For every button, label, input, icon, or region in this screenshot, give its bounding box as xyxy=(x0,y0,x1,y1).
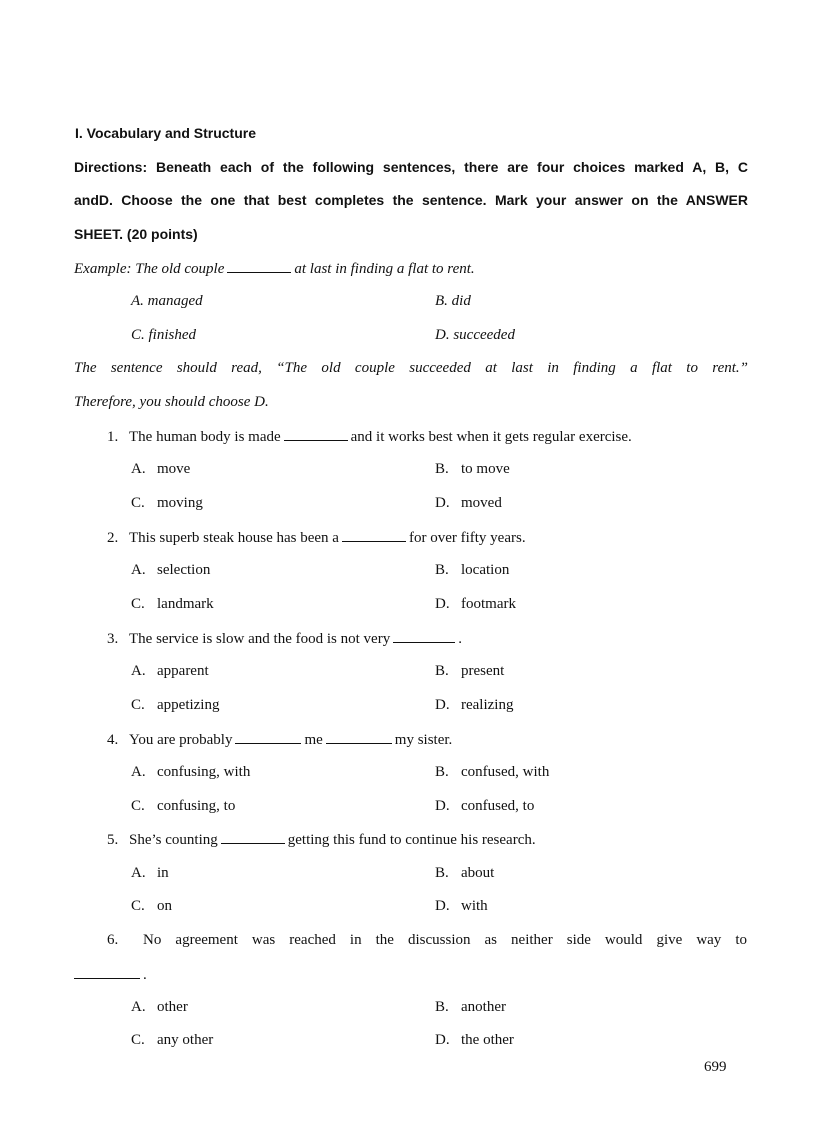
q6-option-b: B. another xyxy=(435,999,506,1015)
question-number: 3. xyxy=(107,631,119,647)
q3-option-a: A. apparent xyxy=(131,663,209,679)
example-explanation-2: Therefore, you should choose D. xyxy=(74,394,269,410)
question-text: getting this fund to continue his research. xyxy=(287,832,536,848)
q6-option-d: D. the other xyxy=(435,1032,514,1048)
example-prefix: Example: The old couple xyxy=(74,261,225,277)
q1-option-c: C. moving xyxy=(131,495,203,511)
q4-option-d: D. confused, to xyxy=(435,798,535,814)
q6-option-c: C. any other xyxy=(131,1032,214,1048)
page-number: 699 xyxy=(704,1059,727,1075)
question-text: me xyxy=(304,732,323,748)
example-option-a: A. managed xyxy=(131,293,203,309)
question-number: 2. xyxy=(107,530,119,546)
answer-blank xyxy=(342,527,406,542)
answer-blank xyxy=(235,729,301,744)
q1-option-a: A. move xyxy=(131,461,191,477)
answer-blank xyxy=(284,426,348,441)
section-title: I. Vocabulary and Structure xyxy=(75,125,257,141)
question-number: 5. xyxy=(107,832,119,848)
q5-option-d: D. with xyxy=(435,898,488,914)
question-text: The service is slow and the food is not very xyxy=(129,631,391,647)
q3-option-c: C. appetizing xyxy=(131,697,220,713)
question-2 xyxy=(107,527,526,548)
question-text: The human body is made xyxy=(129,429,281,445)
q1-option-d: D. moved xyxy=(435,495,502,511)
q5-option-a: A. in xyxy=(131,865,169,881)
q6-option-a: A. other xyxy=(131,999,188,1015)
answer-blank xyxy=(326,729,392,744)
question-text: She’s counting xyxy=(129,832,218,848)
question-text: No agreement was reached in the discussion as neither side would give way to xyxy=(143,932,748,948)
q4-option-c: C. confusing, to xyxy=(131,798,236,814)
question-3 xyxy=(107,628,462,649)
q5-option-c: C. on xyxy=(131,898,172,914)
question-number: 6. xyxy=(107,932,119,948)
answer-blank xyxy=(393,628,455,643)
q2-option-c: C. landmark xyxy=(131,596,214,612)
q4-option-a: A. confusing, with xyxy=(131,764,251,780)
example-suffix: at last in finding a flat to rent. xyxy=(294,261,475,277)
example-sentence xyxy=(74,258,475,279)
question-text: my sister. xyxy=(394,732,453,748)
q4-option-b: B. confused, with xyxy=(435,764,550,780)
q2-option-a: A. selection xyxy=(131,562,211,578)
directions-line-3: SHEET. (20 points) xyxy=(74,226,198,242)
question-number: 4. xyxy=(107,732,119,748)
example-option-d: D. succeeded xyxy=(435,327,515,343)
q3-option-d: D. realizing xyxy=(435,697,514,713)
answer-blank xyxy=(227,258,291,273)
answer-blank xyxy=(74,964,140,979)
question-text: for over fifty years. xyxy=(408,530,526,546)
question-text: . xyxy=(143,967,147,983)
question-text: . xyxy=(458,631,462,647)
question-6 xyxy=(107,930,747,950)
q3-option-b: B. present xyxy=(435,663,505,679)
question-text: and it works best when it gets regular exercise. xyxy=(350,429,632,445)
q5-option-b: B. about xyxy=(435,865,495,881)
q2-option-d: D. footmark xyxy=(435,596,516,612)
directions-line-2: andD. Choose the one that best completes the sentence. Mark your answer on the ANSWER xyxy=(74,192,748,208)
example-explanation-1: The sentence should read, “The old couple succeeded at last in finding a flat to rent.” xyxy=(74,360,748,376)
q1-option-b: B. to move xyxy=(435,461,510,477)
question-6-continuation xyxy=(74,964,147,985)
question-text: This superb steak house has been a xyxy=(129,530,339,546)
question-5 xyxy=(107,829,536,850)
directions-line-1: Directions: Beneath each of the following sentences, there are four choices marked A, B, C xyxy=(74,159,748,175)
question-4 xyxy=(107,729,452,750)
question-1 xyxy=(107,426,632,447)
example-option-b: B. did xyxy=(435,293,471,309)
q2-option-b: B. location xyxy=(435,562,510,578)
question-text: You are probably xyxy=(129,732,233,748)
question-number: 1. xyxy=(107,429,119,445)
answer-blank xyxy=(221,829,285,844)
example-option-c: C. finished xyxy=(131,327,197,343)
